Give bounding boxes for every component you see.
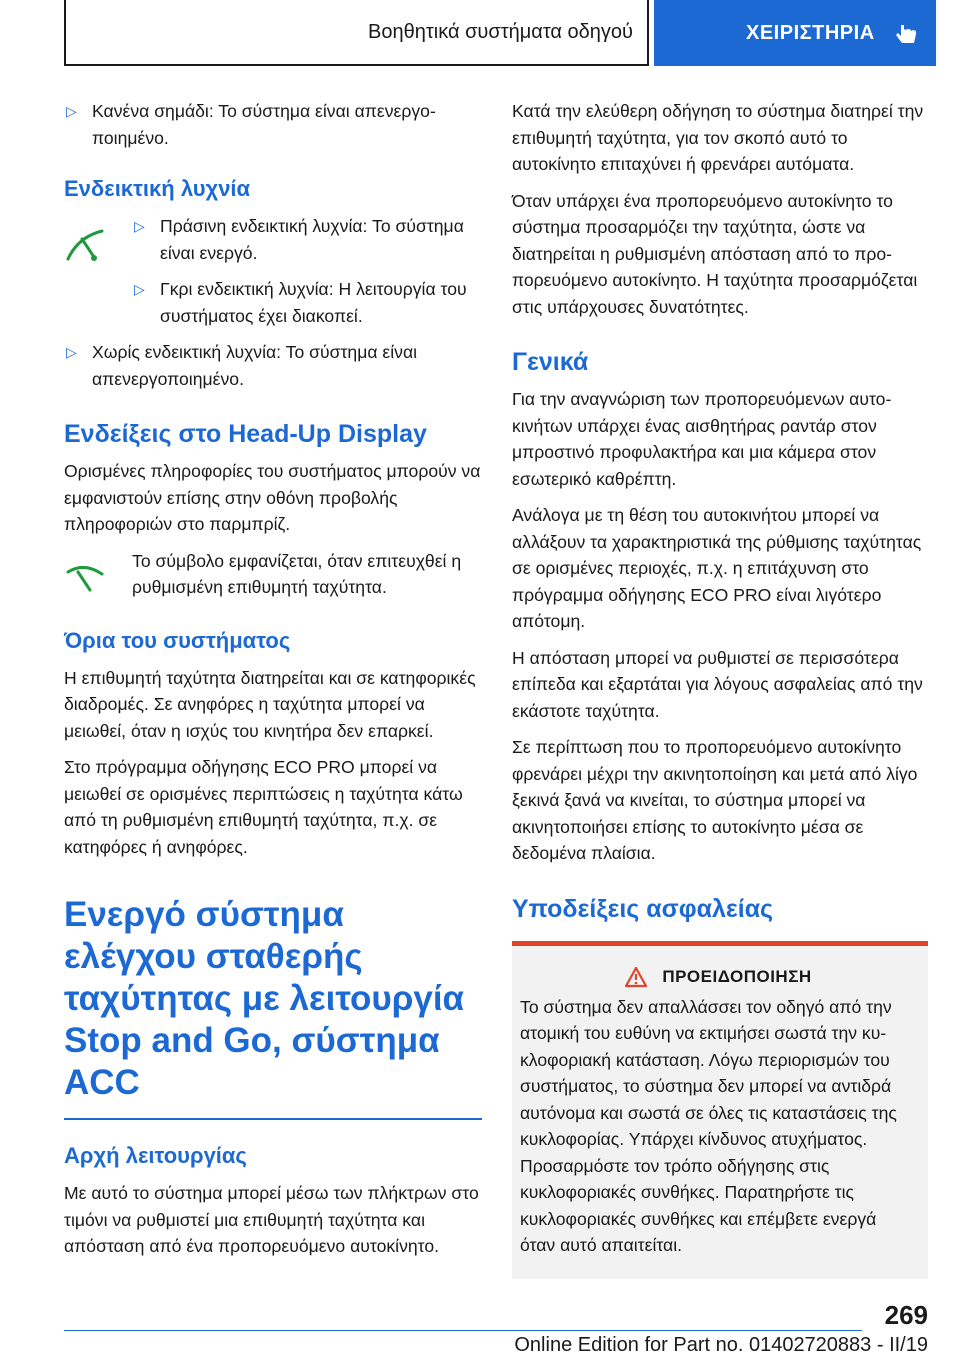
heading-safety: Υποδείξεις ασφαλείας: [512, 894, 774, 923]
hud-symbol-block: [64, 548, 482, 601]
section-tab[interactable]: [654, 0, 936, 66]
acc-indicator-icon: [64, 223, 108, 267]
heading-indicator: Ενδεικτική λυχνία: [64, 176, 251, 201]
paragraph: Κατά την ελεύθερη οδήγηση το σύστημα διατηρεί την επιθυμητή ταχύτητα, για τον σκοπό αυτό το αυτοκίνητο επιταχύνει ή φρενάρει αυτόματα.: [512, 101, 924, 174]
warning-box: [512, 946, 928, 1279]
warning-title: ΠΡΟΕΙΔΟΠΟΙΗΣΗ: [662, 966, 812, 986]
heading-hud: Ενδείξεις στο Head-Up Display: [64, 420, 427, 448]
heading-limits: Όρια του συστήματος: [64, 627, 291, 653]
footer-divider: [64, 1330, 862, 1331]
paragraph: Η επιθυμητή ταχύτητα διατηρείται και σε κατηφορικές διαδρομές. Σε ανηφόρες η ταχύτητα μπορεί να μειωθεί, όταν η ισχύς του κινητήρα δεν επαρκεί.: [64, 667, 476, 741]
list-item: ▷ Πράσινη ενδεικτική λυχνία: Το σύστημα είναι ενεργό.: [132, 213, 482, 266]
paragraph: Σε περίπτωση που το προπορευόμενο αυτοκίνητο φρενάρει μέχρι την ακινητοποίηση και μετά από λίγο ξεκινά ξανά να κινείται, το σύστημα μπορεί να ακινητοποιήσει επίσης το αυτοκίνητο μέσα σε δεδομένα πλαίσια.: [512, 737, 918, 863]
hud-speed-reached-icon: [64, 554, 108, 598]
indicator-light-block: [64, 213, 482, 329]
bullet-triangle-icon: ▷: [134, 281, 145, 297]
paragraph: Ορισμένες πληροφορίες του συστήματος μπορούν να εμφανιστούν επίσης στην οθόνη προβολής πληροφοριών στο παρμπρίζ.: [64, 461, 481, 534]
bullet-triangle-icon: ▷: [66, 103, 77, 119]
hand-control-icon: [894, 22, 920, 46]
list-item: ▷ Γκρι ενδεικτική λυχνία: Η λειτουργία του συστήματος έχει διακοπεί.: [132, 276, 482, 329]
warning-triangle-icon: [624, 966, 648, 988]
section-tab-label: ΧΕΙΡΙΣΤΗΡΙΑ: [746, 21, 875, 44]
heading-general: Γενικά: [512, 348, 589, 376]
list-item: ▷ Χωρίς ενδεικτική λυχνία: Το σύστημα είναι απενεργοποιημένο.: [64, 339, 482, 392]
paragraph: Ανάλογα με τη θέση του αυτοκινήτου μπορεί να αλλάξουν τα χαρακτηριστικά της ρύθμισης ταχύτητας σε ορισμένες περιοχές, π.χ. η επιτάχυνση στο πρόγραμμα οδήγησης ECO PRO είναι λιγότερο απότομη.: [512, 505, 922, 631]
paragraph: Η απόσταση μπορεί να ρυθμιστεί σε περισσότερα επίπεδα και εξαρτάται για λόγους ασφαλείας από την εκάστοτε ταχύτητα.: [512, 647, 923, 721]
warning-text: Το σύστημα δεν απαλλάσσει τον οδηγό από την ατομική του ευθύνη να εκτιμήσει σωστά την κυκλοφοριακή κατάσταση. Λόγω περιορισμών του συστήματος, το σύστημα δεν μπορεί να αντιδρά αυτόνομα και σωστά σε όλες τις καταστάσεις της κυκλοφορίας. Υπάρχει κίνδυνος ατυχήματος. Προσαρμόστε τον τρόπο οδήγησης στις κυκλοφοριακές συνθήκες. Παρατηρήστε τις κυκλοφοριακές συνθήκες και επέμβετε ενεργά όταν αυτό απαιτείται.: [520, 996, 897, 1255]
chapter-title: Βοηθητικά συστήματα οδηγού: [64, 0, 649, 66]
bullet-triangle-icon: ▷: [134, 218, 145, 234]
right-column: [512, 98, 928, 1279]
paragraph: Για την αναγνώριση των προπορευόμενων αυτοκινήτων υπάρχει ένας αισθητήρας ραντάρ στον μπροστινό προφυλακτήρα και μια κάμερα στον εσωτερικό καθρέπτη.: [512, 389, 892, 489]
warning-header: [520, 966, 916, 988]
left-column: [64, 98, 482, 1270]
list-item: ▷ Κανένα σημάδι: Το σύστημα είναι απενεργοποιημένο.: [64, 98, 482, 151]
page-number: 269: [884, 1300, 928, 1330]
divider: [64, 1118, 482, 1120]
paragraph: Με αυτό το σύστημα μπορεί μέσω των πλήκτρων στο τιμόνι να ρυθμιστεί μια επιθυμητή ταχύτητα και απόσταση από ένα προπορευόμενο αυτοκίνητο.: [64, 1183, 479, 1256]
heading-principle: Αρχή λειτουργίας: [64, 1143, 247, 1168]
footer-edition: Online Edition for Part no. 01402720883 - II/19: [514, 1334, 928, 1356]
paragraph: Όταν υπάρχει ένα προπορευόμενο αυτοκίνητο το σύστημα προσαρμόζει την ταχύτητα, ώστε να διατηρείται η ρυθμισμένη απόσταση από το προπορευόμενο αυτοκίνητο. Η ταχύτητα προσαρμόζεται στις υπάρχουσες δυνατότητες.: [512, 190, 918, 317]
heading-acc: Ενεργό σύστημα ελέγχου σταθερής ταχύτητας με λειτουργία Stop and Go, σύστημα ACC: [64, 895, 465, 1102]
bullet-triangle-icon: ▷: [66, 344, 77, 360]
paragraph: Στο πρόγραμμα οδήγησης ECO PRO μπορεί να μειωθεί σε ορισμένες περιπτώσεις η ταχύτητα κάτω από τη ρυθμισμένη επιθυμητή ταχύτητα, π.χ. σε κατηφόρες ή ανηφόρες.: [64, 757, 463, 857]
paragraph: Το σύμβολο εμφανίζεται, όταν επιτευχθεί η ρυθμισμένη επιθυμητή ταχύτητα.: [132, 550, 462, 597]
